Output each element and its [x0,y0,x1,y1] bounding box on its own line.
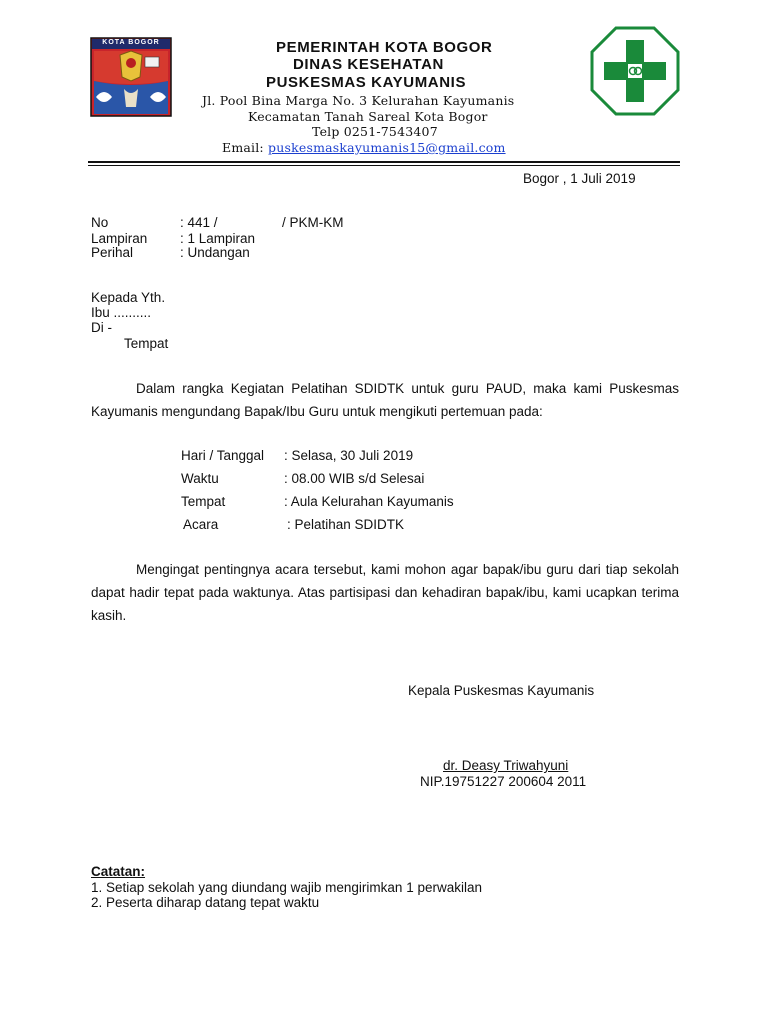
meta-perihal-value: : Undangan [180,245,250,260]
letterhead-rule-thick [88,161,680,163]
puskesmas-logo [590,26,680,116]
signature-nip: NIP.19751227 200604 2011 [420,774,587,789]
kop-pemerintah: PEMERINTAH KOTA BOGOR [276,39,493,56]
meta-perihal-label: Perihal [91,245,134,260]
event-acara-label: Acara [183,517,219,532]
kop-address-2: Kecamatan Tanah Sareal Kota Bogor [248,109,488,124]
kota-bogor-shield-icon [90,37,172,117]
body-paragraph-2 [91,558,679,627]
logo-caption: KOTA BOGOR [102,39,160,46]
kop-dinas: DINAS KESEHATAN [293,56,444,73]
meta-no-label: No [91,215,109,230]
event-waktu-label: Waktu [181,471,219,486]
kota-bogor-logo [90,37,172,117]
recipient-ibu: Ibu .......... [91,305,152,320]
paragraph-1-text: Dalam rangka Kegiatan Pelatihan SDIDTK untuk guru PAUD, maka kami Puskesmas Kayumanis mengundang Bapak/Ibu Guru untuk mengikuti pertemuan pada: [91,381,679,419]
kop-phone: Telp 0251-7543407 [312,124,438,139]
letter-date: Bogor , 1 Juli 2019 [523,171,636,186]
event-tempat-label: Tempat [181,494,226,509]
meta-lampiran-value: : 1 Lampiran [180,231,256,246]
recipient-kepada: Kepada Yth. [91,290,166,305]
meta-lampiran-label: Lampiran [91,231,148,246]
kop-puskesmas: PUSKESMAS KAYUMANIS [266,74,467,91]
notes-item-2: 2. Peserta diharap datang tepat waktu [91,895,320,910]
body-paragraph-1 [91,377,679,423]
notes-item-1: 1. Setiap sekolah yang diundang wajib mengirimkan 1 perwakilan [91,880,482,895]
meta-no-suffix: / PKM-KM [282,215,344,230]
notes-heading: Catatan: [91,864,146,879]
signature-name: dr. Deasy Triwahyuni [443,758,569,773]
event-acara-value: : Pelatihan SDIDTK [287,517,405,532]
paragraph-2-text: Mengingat pentingnya acara tersebut, kami mohon agar bapak/ibu guru dari tiap sekolah dapat hadir tepat pada waktunya. Atas partisipasi dan kehadiran bapak/ibu, kami ucapkan terima kasih. [91,562,679,623]
puskesmas-cross-icon [590,26,680,116]
kop-email-line [222,140,506,155]
kop-address-1: Jl. Pool Bina Marga No. 3 Kelurahan Kayumanis [202,93,515,108]
event-tempat-value: : Aula Kelurahan Kayumanis [284,494,454,509]
signature-title: Kepala Puskesmas Kayumanis [408,683,595,698]
recipient-di: Di - [91,320,112,335]
meta-no-value: : 441 / [180,215,218,230]
event-hari-label: Hari / Tanggal [181,448,265,463]
event-waktu-value: : 08.00 WIB s/d Selesai [284,471,425,486]
email-label: Email: [222,140,269,155]
recipient-tempat: Tempat [124,336,169,351]
event-hari-value: : Selasa, 30 Juli 2019 [284,448,414,463]
email-link[interactable]: puskesmaskayumanis15@gmail.com [268,140,506,155]
letterhead-rule-thin [88,165,680,166]
